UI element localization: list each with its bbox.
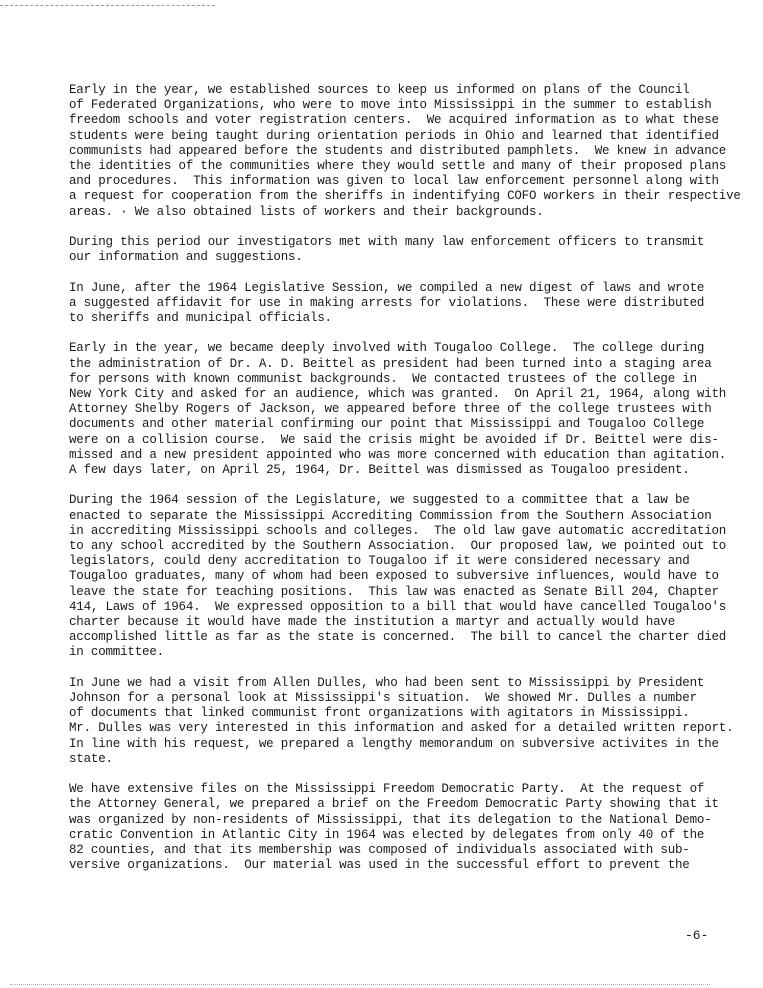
text-line: documents and other material confirming our point that Mississippi and Tougaloo College: [69, 417, 705, 432]
text-line: accomplished little as far as the state is concerned. The bill to cancel the charter died: [69, 630, 727, 645]
paragraph: [69, 235, 763, 265]
text-line: We have extensive files on the Mississippi Freedom Democratic Party. At the request of: [69, 782, 705, 797]
text-line: In line with his request, we prepared a lengthy memorandum on subversive activites in the: [69, 736, 719, 751]
text-line: a request for cooperation from the sheriffs in indentifying COFO workers in their respective: [69, 189, 741, 204]
text-line: the Attorney General, we prepared a brief on the Freedom Democratic Party showing that it: [69, 797, 719, 812]
text-line: of Federated Organizations, who were to move into Mississippi in the summer to establish: [69, 98, 712, 113]
text-line: During the 1964 session of the Legislature, we suggested to a committee that a law be: [69, 493, 690, 508]
paragraph: [69, 676, 763, 767]
text-line: Attorney Shelby Rogers of Jackson, we appeared before three of the college trustees with: [69, 402, 712, 417]
paragraph: [69, 782, 763, 873]
paragraph: [69, 83, 763, 220]
text-line: Tougaloo graduates, many of whom had been exposed to subversive influences, would have to: [69, 569, 719, 584]
text-line: and procedures. This information was given to local law enforcement personnel along with: [69, 174, 719, 189]
text-line: the administration of Dr. A. D. Beittel as president had been turned into a staging area: [69, 356, 712, 371]
text-line: communists had appeared before the students and distributed pamphlets. We knew in advance: [69, 143, 727, 158]
text-line: in accrediting Mississippi schools and colleges. The old law gave automatic accreditation: [69, 523, 727, 538]
text-line: legislators, could deny accreditation to Tougaloo if it were considered necessary and: [69, 554, 690, 569]
text-line: 82 counties, and that its membership was composed of individuals associated with sub-: [69, 843, 690, 858]
page-edge-top: [0, 5, 215, 6]
text-line: a suggested affidavit for use in making arrests for violations. These were distributed: [69, 295, 705, 310]
text-line: freedom schools and voter registration centers. We acquired information as to what these: [69, 113, 719, 128]
paragraph: [69, 493, 763, 660]
text-line: missed and a new president appointed who was more concerned with education than agitation.: [69, 447, 727, 462]
text-line: for persons with known communist backgrounds. We contacted trustees of the college in: [69, 371, 697, 386]
page-number: -6-: [685, 928, 709, 943]
text-line: areas. · We also obtained lists of workers and their backgrounds.: [69, 204, 544, 219]
text-line: versive organizations. Our material was used in the successful effort to prevent the: [69, 858, 690, 873]
text-line: were on a collision course. We said the crisis might be avoided if Dr. Beittel were dis-: [69, 432, 719, 447]
text-line: charter because it would have made the institution a martyr and actually would have: [69, 615, 676, 630]
text-line: leave the state for teaching positions. This law was enacted as Senate Bill 204, Chapter: [69, 584, 719, 599]
text-line: in committee.: [69, 645, 164, 660]
document-body: [69, 83, 763, 889]
paragraph: [69, 341, 763, 478]
text-line: of documents that linked communist front organizations with agitators in Mississippi.: [69, 706, 690, 721]
text-line: students were being taught during orientation periods in Ohio and learned that identified: [69, 128, 719, 143]
text-line: the identities of the communities where they would settle and many of their proposed plans: [69, 159, 727, 174]
text-line: to sheriffs and municipal officials.: [69, 311, 332, 326]
text-line: In June we had a visit from Allen Dulles, who had been sent to Mississippi by President: [69, 675, 705, 690]
text-line: Mr. Dulles was very interested in this information and asked for a detailed written report.: [69, 721, 734, 736]
text-line: cratic Convention in Atlantic City in 1964 was elected by delegates from only 40 of the: [69, 827, 705, 842]
text-line: Early in the year, we became deeply involved with Tougaloo College. The college during: [69, 341, 705, 356]
text-line: 414, Laws of 1964. We expressed opposition to a bill that would have cancelled Tougaloo's: [69, 599, 727, 614]
paragraph: [69, 281, 763, 327]
text-line: A few days later, on April 25, 1964, Dr. Beittel was dismissed as Tougaloo president.: [69, 463, 690, 478]
text-line: our information and suggestions.: [69, 250, 303, 265]
page-edge-bottom: [10, 984, 710, 985]
text-line: state.: [69, 751, 113, 766]
text-line: New York City and asked for an audience, which was granted. On April 21, 1964, along with: [69, 387, 727, 402]
text-line: During this period our investigators met with many law enforcement officers to transmit: [69, 235, 705, 250]
text-line: Johnson for a personal look at Mississippi's situation. We showed Mr. Dulles a number: [69, 691, 697, 706]
text-line: In June, after the 1964 Legislative Session, we compiled a new digest of laws and wrote: [69, 280, 705, 295]
text-line: Early in the year, we established sources to keep us informed on plans of the Council: [69, 83, 690, 97]
text-line: to any school accredited by the Southern Association. Our proposed law, we pointed out to: [69, 539, 727, 554]
text-line: enacted to separate the Mississippi Accrediting Commission from the Southern Association: [69, 508, 712, 523]
text-line: was organized by non-residents of Mississippi, that its delegation to the National Demo-: [69, 812, 712, 827]
